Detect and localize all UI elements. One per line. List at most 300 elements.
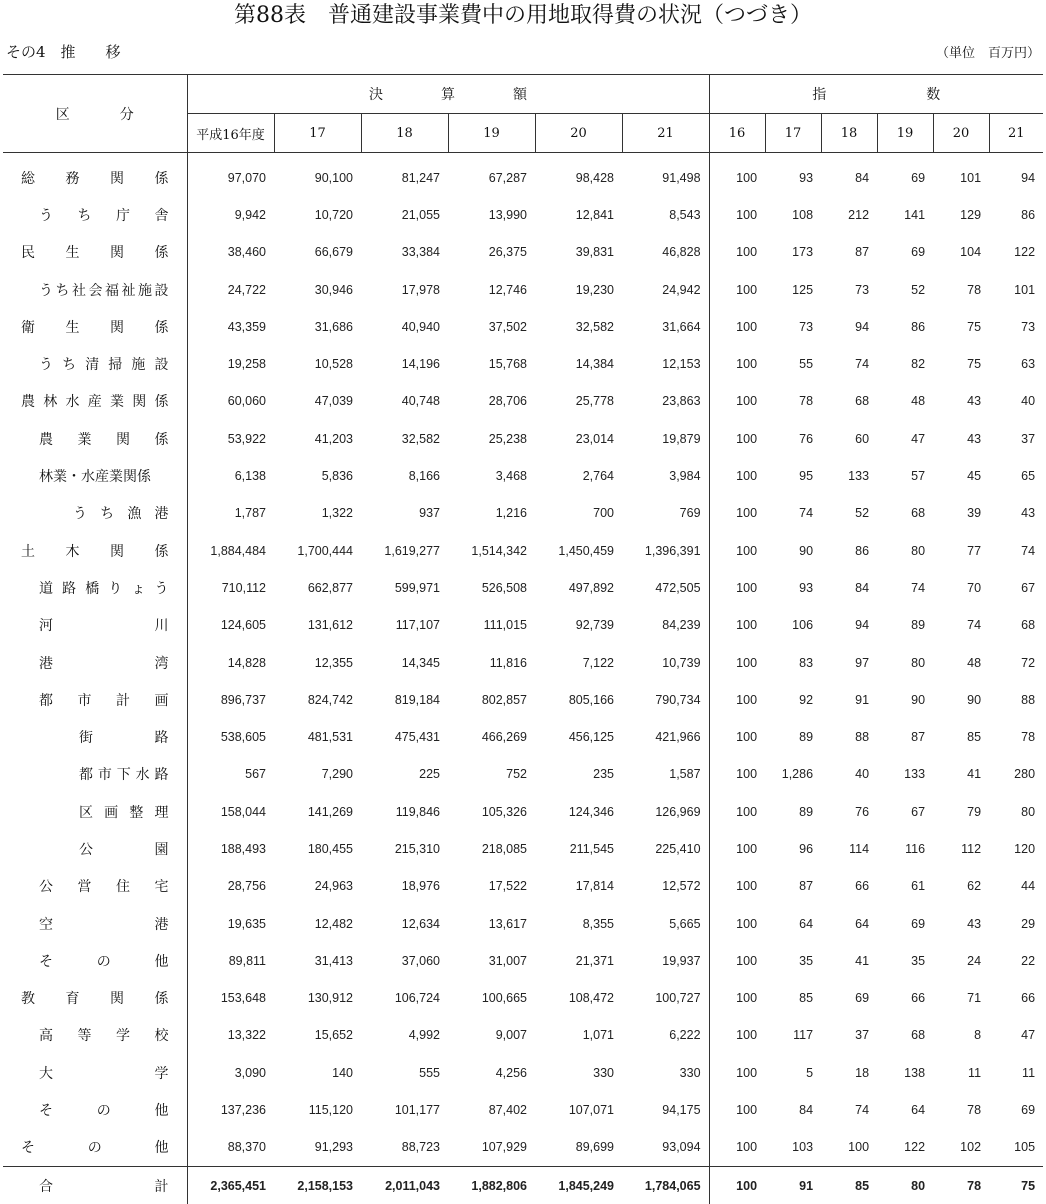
settlement-value: 472,505 [622,569,709,606]
settlement-value: 188,493 [187,830,274,867]
settlement-value: 1,882,806 [448,1167,535,1204]
index-value: 92 [765,681,821,718]
settlement-value: 9,007 [448,1017,535,1054]
table-row [3,980,1043,1017]
settlement-value: 769 [622,495,709,532]
row-label: 空 港 [39,914,169,934]
row-label-cell [3,569,187,606]
row-label: 区 画 整 理 [79,802,169,822]
settlement-header [187,75,709,114]
settlement-value: 896,737 [187,681,274,718]
index-value: 133 [877,756,933,793]
settlement-value: 97,070 [187,153,274,197]
settlement-value: 117,107 [361,607,448,644]
settlement-value: 60,060 [187,383,274,420]
settlement-value: 28,756 [187,868,274,905]
index-value: 85 [765,980,821,1017]
index-value: 73 [765,308,821,345]
index-value: 66 [877,980,933,1017]
settlement-value: 12,572 [622,868,709,905]
settlement-value: 1,587 [622,756,709,793]
row-label: 都 市 下 水 路 [79,764,169,784]
index-value: 40 [821,756,877,793]
settlement-value: 1,845,249 [535,1167,622,1204]
settlement-value: 1,514,342 [448,532,535,569]
index-value: 47 [877,420,933,457]
settlement-value: 1,071 [535,1017,622,1054]
settlement-value: 17,522 [448,868,535,905]
settlement-value: 225 [361,756,448,793]
index-value: 47 [989,1017,1043,1054]
index-value: 43 [989,495,1043,532]
settlement-value: 6,138 [187,457,274,494]
index-value: 80 [877,1167,933,1204]
table-row [3,495,1043,532]
index-value: 85 [933,718,989,755]
row-label-cell [3,1091,187,1128]
settlement-value: 107,929 [448,1129,535,1167]
table-row [3,1129,1043,1167]
index-value: 61 [877,868,933,905]
index-value: 105 [989,1129,1043,1167]
settlement-value: 14,828 [187,644,274,681]
index-value: 66 [989,980,1043,1017]
settlement-value: 10,739 [622,644,709,681]
index-value: 93 [765,569,821,606]
index-year-header: 18 [821,114,877,153]
settlement-value: 131,612 [274,607,361,644]
index-value: 87 [877,718,933,755]
settlement-value: 8,166 [361,457,448,494]
settlement-value: 19,635 [187,905,274,942]
index-value: 103 [765,1129,821,1167]
index-value: 117 [765,1017,821,1054]
settlement-value: 100,727 [622,980,709,1017]
index-value: 125 [765,271,821,308]
settlement-value: 662,877 [274,569,361,606]
index-value: 52 [821,495,877,532]
settlement-value: 4,992 [361,1017,448,1054]
index-value: 173 [765,234,821,271]
settlement-value: 25,778 [535,383,622,420]
settlement-value: 1,619,277 [361,532,448,569]
row-label-cell [3,644,187,681]
settlement-value: 141,269 [274,793,361,830]
index-value: 37 [989,420,1043,457]
index-value: 74 [989,532,1043,569]
settlement-value: 115,120 [274,1091,361,1128]
total-row [3,1167,1043,1204]
table-row [3,830,1043,867]
table-row [3,1091,1043,1128]
settlement-value: 330 [535,1054,622,1091]
index-value: 114 [821,830,877,867]
index-value: 48 [877,383,933,420]
index-value: 96 [765,830,821,867]
index-value: 35 [877,942,933,979]
settlement-value: 106,724 [361,980,448,1017]
index-year-header: 20 [933,114,989,153]
index-value: 74 [821,345,877,382]
index-value: 8 [933,1017,989,1054]
index-value: 90 [765,532,821,569]
index-value: 100 [709,1017,765,1054]
index-value: 74 [877,569,933,606]
index-value: 55 [765,345,821,382]
table-row [3,383,1043,420]
settlement-value: 158,044 [187,793,274,830]
index-value: 100 [709,383,765,420]
settlement-value: 567 [187,756,274,793]
settlement-value: 15,768 [448,345,535,382]
settlement-value: 84,239 [622,607,709,644]
settlement-value: 100,665 [448,980,535,1017]
index-value: 24 [933,942,989,979]
row-label: そ の 他 [21,1137,169,1157]
settlement-value: 67,287 [448,153,535,197]
row-label-cell [3,905,187,942]
table-row [3,271,1043,308]
index-value: 69 [877,153,933,197]
index-value: 67 [989,569,1043,606]
index-value: 280 [989,756,1043,793]
table-row [3,234,1043,271]
index-value: 74 [821,1091,877,1128]
index-value: 100 [709,644,765,681]
row-label: 河 川 [39,615,169,635]
index-value: 100 [709,942,765,979]
settlement-value: 8,355 [535,905,622,942]
settlement-value: 700 [535,495,622,532]
table-row [3,308,1043,345]
index-value: 100 [709,153,765,197]
index-value: 41 [821,942,877,979]
table-row [3,1017,1043,1054]
settlement-value: 12,841 [535,196,622,233]
settlement-value: 538,605 [187,718,274,755]
index-value: 104 [933,234,989,271]
index-value: 89 [877,607,933,644]
settlement-value: 19,230 [535,271,622,308]
settlement-value: 180,455 [274,830,361,867]
settlement-value: 710,112 [187,569,274,606]
index-value: 68 [989,607,1043,644]
index-value: 93 [765,153,821,197]
index-value: 79 [933,793,989,830]
category-header [3,75,187,153]
settlement-value: 87,402 [448,1091,535,1128]
settlement-value: 40,748 [361,383,448,420]
settlement-value: 89,811 [187,942,274,979]
settlement-value: 14,196 [361,345,448,382]
index-value: 86 [821,532,877,569]
settlement-value: 526,508 [448,569,535,606]
row-label: 公 園 [79,839,169,859]
row-label: う ち 清 掃 施 設 [39,354,169,374]
row-label: 土 木 関 係 [21,541,169,561]
index-value: 18 [821,1054,877,1091]
settlement-value: 24,722 [187,271,274,308]
settlement-value: 26,375 [448,234,535,271]
row-label: 公 営 住 宅 [39,876,169,896]
table-row [3,644,1043,681]
settlement-value: 39,831 [535,234,622,271]
row-label: 衛 生 関 係 [21,317,169,337]
row-label: 教 育 関 係 [21,988,169,1008]
table-subtitle: その4 推 移 [6,42,121,62]
index-value: 62 [933,868,989,905]
settlement-value: 225,410 [622,830,709,867]
settlement-value: 23,863 [622,383,709,420]
index-value: 43 [933,383,989,420]
settlement-value: 218,085 [448,830,535,867]
settlement-value: 456,125 [535,718,622,755]
settlement-value: 19,937 [622,942,709,979]
settlement-year-header: 18 [361,114,448,153]
index-value: 86 [877,308,933,345]
settlement-value: 66,679 [274,234,361,271]
row-label-cell [3,718,187,755]
index-value: 11 [989,1054,1043,1091]
index-value: 212 [821,196,877,233]
table-row [3,756,1043,793]
unit-label: （単位 百万円） [936,45,1040,63]
settlement-value: 8,543 [622,196,709,233]
settlement-value: 41,203 [274,420,361,457]
settlement-value: 481,531 [274,718,361,755]
index-value: 73 [989,308,1043,345]
index-value: 68 [877,1017,933,1054]
table-row [3,607,1043,644]
index-value: 69 [989,1091,1043,1128]
index-value: 39 [933,495,989,532]
row-label-cell [3,308,187,345]
settlement-value: 10,720 [274,196,361,233]
index-value: 141 [877,196,933,233]
row-label: 港 湾 [39,653,169,673]
index-value: 78 [989,718,1043,755]
index-value: 74 [765,495,821,532]
index-year-header: 19 [877,114,933,153]
row-label: そ の 他 [39,1100,169,1120]
index-value: 76 [821,793,877,830]
index-value: 90 [877,681,933,718]
index-header-label: 指数 [712,87,1040,103]
index-value: 100 [821,1129,877,1167]
settlement-value: 13,990 [448,196,535,233]
index-value: 100 [709,532,765,569]
index-value: 80 [877,532,933,569]
index-value: 100 [709,718,765,755]
settlement-value: 98,428 [535,153,622,197]
index-value: 88 [821,718,877,755]
settlement-value: 7,122 [535,644,622,681]
index-value: 86 [989,196,1043,233]
index-value: 100 [709,308,765,345]
row-label: う ち 社 会 福 祉 施 設 [39,280,169,300]
settlement-value: 2,365,451 [187,1167,274,1204]
index-value: 68 [877,495,933,532]
index-value: 87 [765,868,821,905]
index-value: 11 [933,1054,989,1091]
settlement-value: 47,039 [274,383,361,420]
settlement-value: 805,166 [535,681,622,718]
index-value: 100 [709,569,765,606]
settlement-value: 93,094 [622,1129,709,1167]
index-value: 89 [765,718,821,755]
index-value: 100 [709,793,765,830]
index-value: 100 [709,234,765,271]
settlement-value: 124,346 [535,793,622,830]
settlement-value: 4,256 [448,1054,535,1091]
settlement-header-label: 決算額 [311,87,585,103]
settlement-value: 475,431 [361,718,448,755]
settlement-value: 31,664 [622,308,709,345]
index-value: 89 [765,793,821,830]
index-value: 84 [821,153,877,197]
settlement-value: 937 [361,495,448,532]
settlement-value: 1,396,391 [622,532,709,569]
settlement-value: 31,686 [274,308,361,345]
index-year-header: 17 [765,114,821,153]
settlement-value: 89,699 [535,1129,622,1167]
settlement-value: 497,892 [535,569,622,606]
index-value: 75 [933,308,989,345]
table-row [3,681,1043,718]
settlement-value: 94,175 [622,1091,709,1128]
index-value: 100 [709,345,765,382]
index-value: 77 [933,532,989,569]
row-label-cell [3,532,187,569]
settlement-value: 24,942 [622,271,709,308]
row-label: 道 路 橋 り ょ う [39,578,169,598]
row-label-cell [3,942,187,979]
index-value: 63 [989,345,1043,382]
index-value: 91 [821,681,877,718]
settlement-value: 25,238 [448,420,535,457]
index-value: 48 [933,644,989,681]
index-value: 133 [821,457,877,494]
index-value: 22 [989,942,1043,979]
settlement-value: 6,222 [622,1017,709,1054]
index-value: 65 [989,457,1043,494]
index-value: 101 [933,153,989,197]
index-value: 97 [821,644,877,681]
row-label: う ち 漁 港 [73,503,169,523]
row-label: 都 市 計 画 [39,690,169,710]
settlement-value: 37,502 [448,308,535,345]
category-header-char-1: 区 [56,104,70,124]
index-value: 84 [765,1091,821,1128]
table-row [3,457,1043,494]
settlement-value: 153,648 [187,980,274,1017]
settlement-value: 13,322 [187,1017,274,1054]
settlement-value: 126,969 [622,793,709,830]
settlement-value: 40,940 [361,308,448,345]
settlement-value: 111,015 [448,607,535,644]
settlement-value: 1,787 [187,495,274,532]
index-value: 82 [877,345,933,382]
index-value: 45 [933,457,989,494]
row-label-cell [3,1054,187,1091]
settlement-value: 211,545 [535,830,622,867]
row-label-cell [3,681,187,718]
index-value: 5 [765,1054,821,1091]
settlement-value: 43,359 [187,308,274,345]
table-row [3,420,1043,457]
settlement-value: 1,216 [448,495,535,532]
index-value: 75 [989,1167,1043,1204]
settlement-year-header: 21 [622,114,709,153]
settlement-value: 14,384 [535,345,622,382]
row-label-cell [3,868,187,905]
row-label: 高 等 学 校 [39,1025,169,1045]
index-value: 67 [877,793,933,830]
index-year-header: 21 [989,114,1043,153]
settlement-value: 17,814 [535,868,622,905]
row-label: 農 林 水 産 業 関 係 [21,391,169,411]
settlement-year-header: 19 [448,114,535,153]
index-value: 78 [765,383,821,420]
settlement-value: 599,971 [361,569,448,606]
table-row [3,345,1043,382]
index-value: 64 [877,1091,933,1128]
settlement-year-header: 17 [274,114,361,153]
index-value: 108 [765,196,821,233]
row-label-cell [3,756,187,793]
index-value: 80 [877,644,933,681]
index-value: 100 [709,980,765,1017]
index-value: 100 [709,1129,765,1167]
index-value: 83 [765,644,821,681]
settlement-value: 3,090 [187,1054,274,1091]
index-value: 129 [933,196,989,233]
row-label-cell [3,1017,187,1054]
index-value: 138 [877,1054,933,1091]
row-label-cell [3,153,187,197]
settlement-value: 81,247 [361,153,448,197]
table-row [3,196,1043,233]
page-title: 第88表 普通建設事業費中の用地取得費の状況（つづき） [0,0,1046,34]
settlement-value: 790,734 [622,681,709,718]
index-value: 70 [933,569,989,606]
settlement-value: 101,177 [361,1091,448,1128]
settlement-value: 31,413 [274,942,361,979]
settlement-value: 23,014 [535,420,622,457]
index-value: 116 [877,830,933,867]
settlement-value: 38,460 [187,234,274,271]
row-label-cell [3,383,187,420]
row-label-cell [3,980,187,1017]
index-value: 64 [821,905,877,942]
index-value: 57 [877,457,933,494]
settlement-value: 92,739 [535,607,622,644]
index-value: 72 [989,644,1043,681]
index-value: 44 [989,868,1043,905]
row-label-cell [3,196,187,233]
settlement-value: 1,322 [274,495,361,532]
settlement-value: 802,857 [448,681,535,718]
index-value: 122 [877,1129,933,1167]
settlement-value: 2,764 [535,457,622,494]
table-row [3,718,1043,755]
table-row [3,532,1043,569]
index-value: 100 [709,607,765,644]
settlement-value: 7,290 [274,756,361,793]
settlement-value: 12,746 [448,271,535,308]
settlement-value: 90,100 [274,153,361,197]
index-value: 112 [933,830,989,867]
